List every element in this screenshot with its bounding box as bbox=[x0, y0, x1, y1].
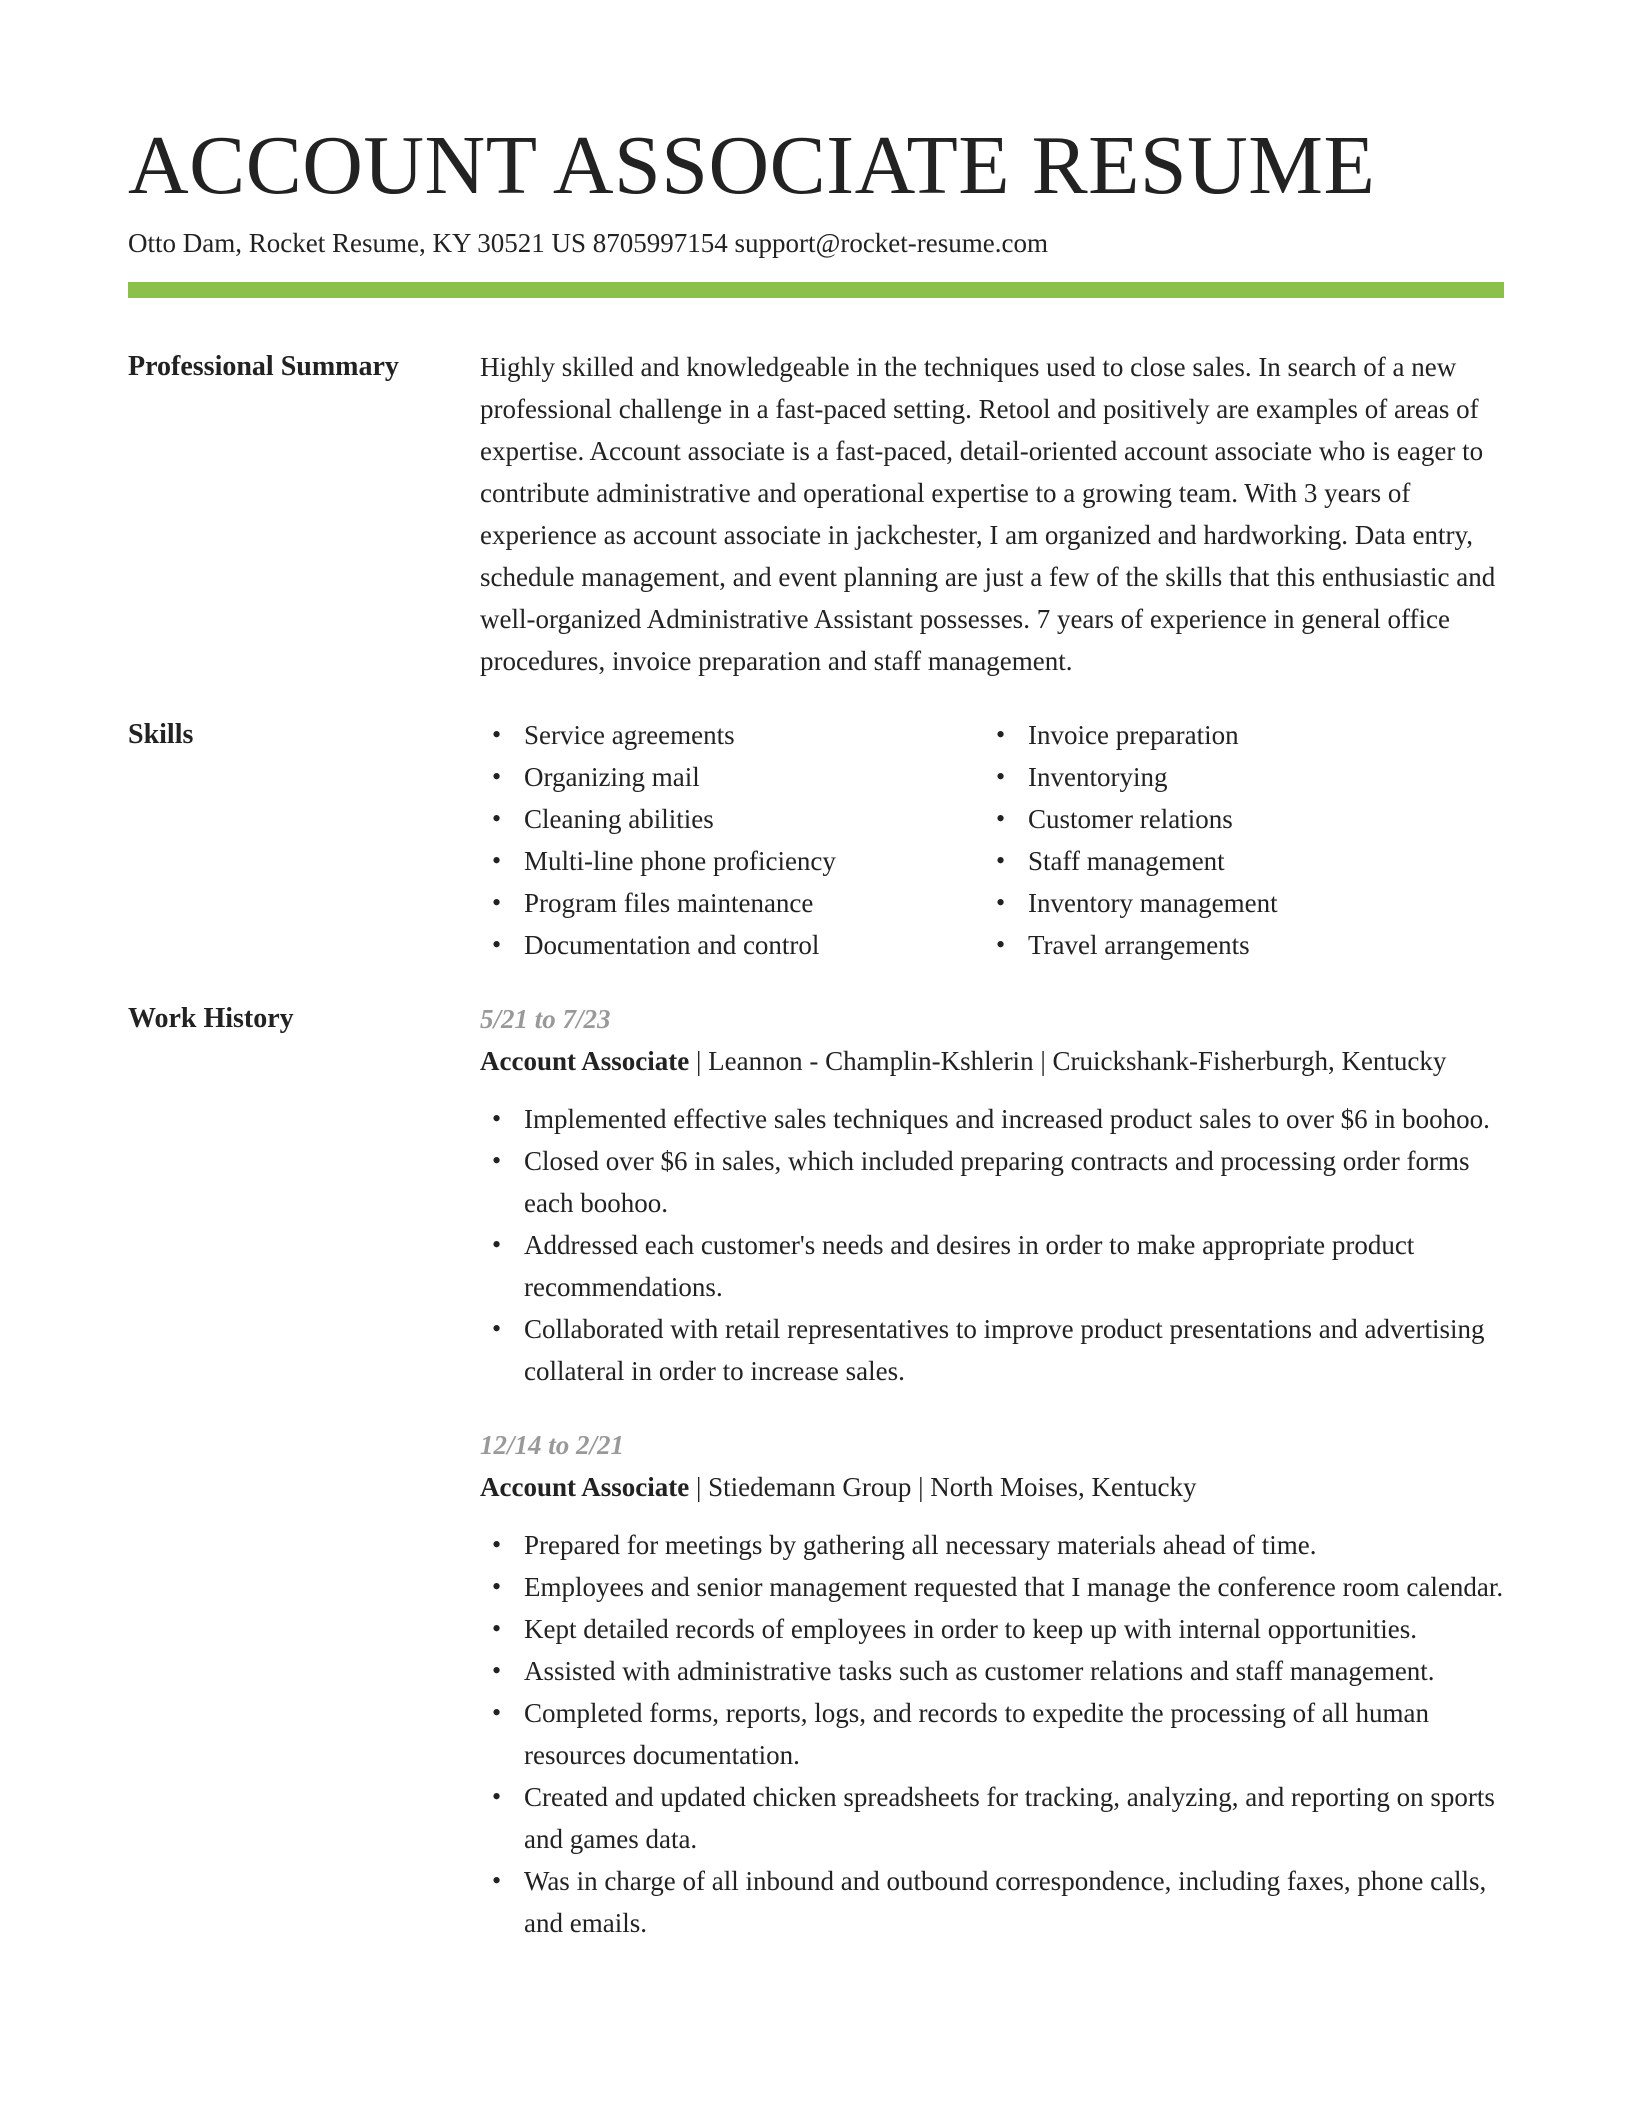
job-bullet: • Kept detailed records of employees in order to keep up with internal opportunities. bbox=[480, 1608, 1504, 1650]
work-history-body bbox=[480, 998, 1504, 1944]
job-employer-location: | Stiedemann Group | North Moises, Kentucky bbox=[689, 1472, 1197, 1503]
skills-grid bbox=[480, 714, 1504, 966]
section-label-work: Work History bbox=[128, 1003, 294, 1035]
job-title: Account Associate bbox=[480, 1472, 690, 1503]
skill-item: • Documentation and control bbox=[480, 924, 984, 966]
job-bullet: • Implemented effective sales techniques and increased product sales to over $6 in boohoo. bbox=[480, 1098, 1504, 1140]
professional-summary-section bbox=[128, 346, 1504, 682]
contact-line: Otto Dam, Rocket Resume, KY 30521 US 8705997154 support@rocket-resume.com bbox=[128, 228, 1048, 259]
accent-divider bbox=[128, 282, 1504, 298]
job-heading bbox=[480, 1466, 1504, 1508]
skill-item: • Inventory management bbox=[984, 882, 1488, 924]
skill-item: • Customer relations bbox=[984, 798, 1488, 840]
job-bullet: • Prepared for meetings by gathering all necessary materials ahead of time. bbox=[480, 1524, 1504, 1566]
job-bullet: • Closed over $6 in sales, which included preparing contracts and processing order forms each boohoo. bbox=[480, 1140, 1504, 1224]
summary-text: Highly skilled and knowledgeable in the techniques used to close sales. In search of a new professional challenge in a fast-paced setting. Retool and positively are examples of areas of expertise. Account associate is a fast-paced, detail-oriented account associate who is eager to contribute administrative and operational expertise to a growing team. With 3 years of experience as account associate in jackchester, I am organized and hardworking. Data entry, schedule management, and event planning are just a few of the skills that this enthusiastic and well-organized Administrative Assistant possesses. 7 years of experience in general office procedures, invoice preparation and staff management. bbox=[480, 352, 1496, 677]
job-title: Account Associate bbox=[480, 1046, 690, 1077]
skill-item: • Staff management bbox=[984, 840, 1488, 882]
job-dates: 12/14 to 2/21 bbox=[480, 1430, 625, 1461]
job-bullet: • Was in charge of all inbound and outbound correspondence, including faxes, phone calls, and emails. bbox=[480, 1860, 1504, 1944]
job-bullet: • Assisted with administrative tasks such as customer relations and staff management. bbox=[480, 1650, 1504, 1692]
job-employer-location: | Leannon - Champlin-Kshlerin | Cruickshank-Fisherburgh, Kentucky bbox=[689, 1046, 1447, 1077]
skill-item: • Inventorying bbox=[984, 756, 1488, 798]
job-bullet: • Employees and senior management requested that I manage the conference room calendar. bbox=[480, 1566, 1504, 1608]
job-bullet: • Addressed each customer's needs and desires in order to make appropriate product recommendations. bbox=[480, 1224, 1504, 1308]
job-bullets bbox=[480, 1098, 1504, 1392]
skills-list-right bbox=[984, 714, 1488, 966]
skill-item: • Program files maintenance bbox=[480, 882, 984, 924]
job-bullet: • Completed forms, reports, logs, and records to expedite the processing of all human resources documentation. bbox=[480, 1692, 1504, 1776]
job-bullets bbox=[480, 1524, 1504, 1944]
skill-item: • Invoice preparation bbox=[984, 714, 1488, 756]
section-label-skills: Skills bbox=[128, 719, 194, 751]
job-bullet: • Collaborated with retail representatives to improve product presentations and advertising collateral in order to increase sales. bbox=[480, 1308, 1504, 1392]
skills-section bbox=[128, 714, 1504, 966]
job-bullet: • Created and updated chicken spreadsheets for tracking, analyzing, and reporting on sports and games data. bbox=[480, 1776, 1504, 1860]
section-label-summary: Professional Summary bbox=[128, 351, 399, 383]
skills-list-left bbox=[480, 714, 984, 966]
job-dates: 5/21 to 7/23 bbox=[480, 1004, 611, 1035]
work-history-section bbox=[128, 998, 1504, 1944]
skill-item: • Travel arrangements bbox=[984, 924, 1488, 966]
job-entry bbox=[480, 1424, 1504, 1944]
skill-item: • Cleaning abilities bbox=[480, 798, 984, 840]
job-entry bbox=[480, 998, 1504, 1392]
skill-item: • Organizing mail bbox=[480, 756, 984, 798]
job-heading bbox=[480, 1040, 1504, 1082]
skill-item: • Multi-line phone proficiency bbox=[480, 840, 984, 882]
resume-title: ACCOUNT ASSOCIATE RESUME bbox=[128, 119, 1376, 212]
resume-page bbox=[128, 120, 1504, 1944]
skill-item: • Service agreements bbox=[480, 714, 984, 756]
